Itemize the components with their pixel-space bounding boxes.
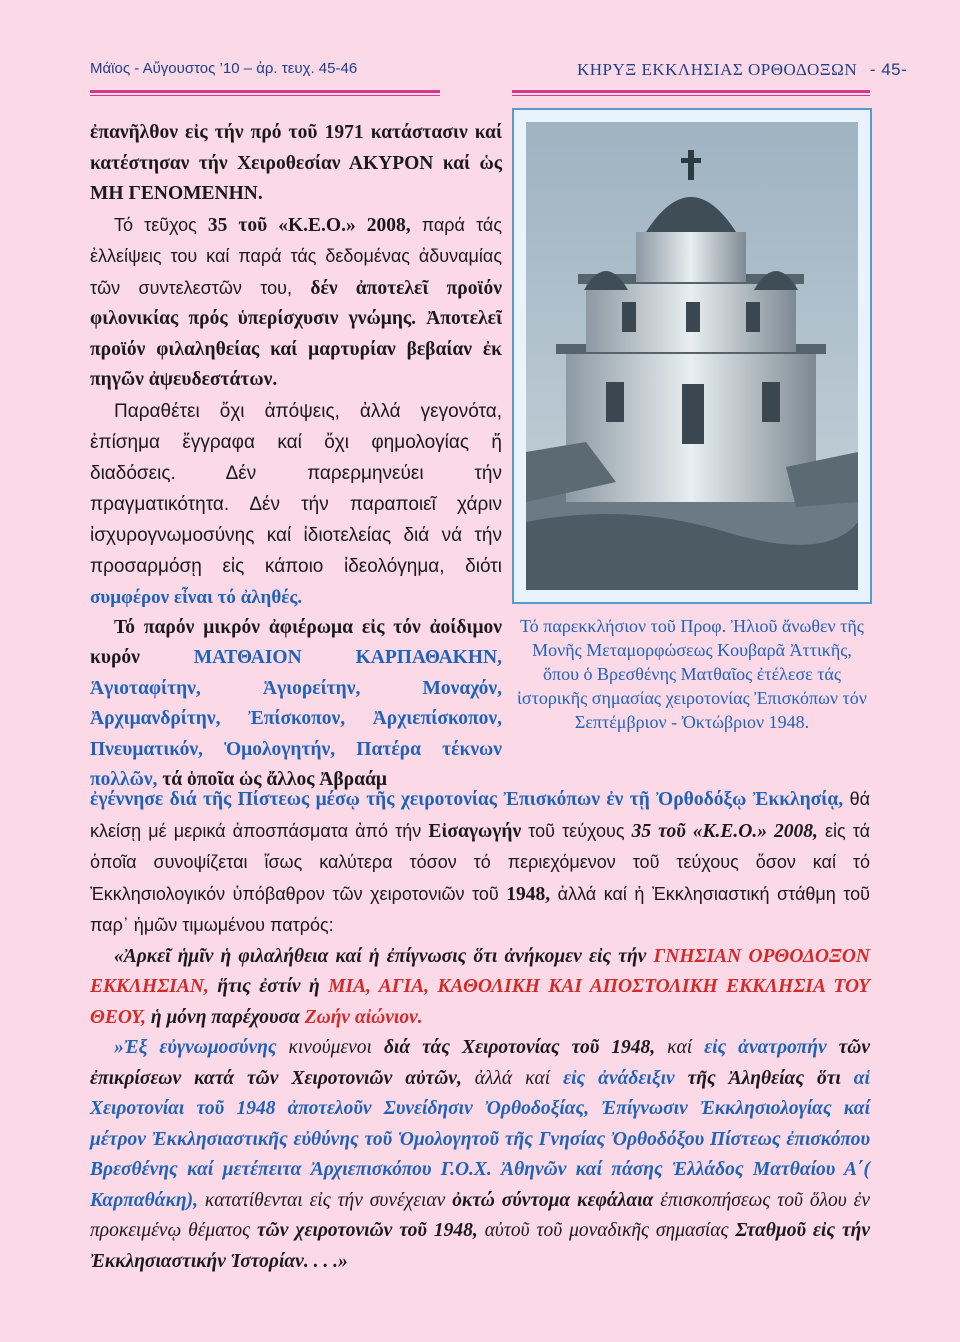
- header-issue-info: Μάϊος - Αὔγουστος ’10 – ἀρ. τευχ. 45-46: [90, 60, 358, 77]
- header-journal-title: [577, 60, 908, 80]
- header-rule-left-thin: [90, 95, 440, 96]
- paragraph-5: ἐγέννησε διά τῆς Πίστεως μέσῳ τῆς χειροτονίας Ἐπισκόπων ἐν τῇ Ὀρθοδόξῳ Ἐκκλησίᾳ, θά κλείσῃ μέ μερικά ἀποσπάσματα ἀπό τήν Εἰσαγωγήν τοῦ τεύχους 35 τοῦ «Κ.Ε.Ο.» 2008, εἰς τά ὁποῖα συνοψίζεται ἴσως καλύτερα τόσον τό περιεχόμενον τοῦ τεύχους ὅσον καί τό Ἐκκλησιολογικόν ὑπόβαθρον τῶν χειροτονιῶν τοῦ 1948, ἀλλά καί ἡ Ἐκκλησιαστική στάθμη τοῦ παρ᾽ ἡμῶν τιμωμένου πατρός:: [90, 789, 871, 935]
- header-rule-left: [90, 90, 440, 93]
- paragraph-3: Παραθέτει ὄχι ἀπόψεις, ἀλλά γεγονότα, ἐπίσημα ἔγγραφα καί ὄχι φημολογίας ἤ διαδόσεις. Δέν παρερμηνεύει τήν πραγματικότητα. Δέν τήν παραποιεῖ χάριν ἰσχυρογνωμοσύνης καί ἰδιοτελείας διά νά τήν προσαρμόσῃ εἰς κάποιο ἰδεολόγημα, διότι συμφέρον εἶναι τό ἀληθές.: [90, 400, 502, 608]
- chapel-photo: [526, 122, 858, 590]
- paragraph-4: Τό παρόν μικρόν ἀφιέρωμα εἰς τόν ἀοίδιμον κυρόν ΜΑΤΘΑΙΟΝ ΚΑΡΠΑΘΑΚΗΝ, Ἁγιοταφίτην, Ἁγιορείτην, Μοναχόν, Ἀρχιμανδρίτην, Ἐπίσκοπον, Ἀρχιεπίσκοπον, Πνευματικόν, Ὁμολογητήν, Πατέρα τέκνων πολλῶν, τά ὁποῖα ὡς ἄλλος Ἀβραάμ: [90, 616, 502, 790]
- page-number: - 45-: [869, 60, 908, 79]
- header-rule-right: [512, 90, 870, 93]
- photo-frame: [512, 108, 872, 604]
- chapel-image: [526, 122, 858, 590]
- header-rule-right-thin: [512, 95, 870, 96]
- quote-1: «Ἀρκεῖ ἡμῖν ἡ φιλαλήθεια καί ἡ ἐπίγνωσις ὅτι ἀνήκομεν εἰς τήν ΓΝΗΣΙΑΝ ΟΡΘΟΔΟΞΟΝ ΕΚΚΛΗΣΙΑΝ, ἥτις ἐστίν ἡ ΜΙΑ, ΑΓΙΑ, ΚΑΘΟΛΙΚΗ ΚΑΙ ΑΠΟΣΤΟΛΙΚΗ ΕΚΚΛΗΣΙΑ ΤΟΥ ΘΕΟΥ, ἡ μόνη παρέχουσα Ζωήν αἰώνιον.: [90, 945, 870, 1028]
- photo-caption: Τό παρεκκλήσιον τοῦ Προφ. Ἠλιοῦ ἄνωθεν τῆς Μονῆς Μεταμορφώσεως Κουβαρᾶ Ἀττικῆς, ὅπου ὁ Βρεσθένης Ματθαῖος ἐτέλεσε τάς ἱστορικῆς σημασίας χειροτονίας Ἐπισκόπων τόν Σεπτέμβριον - Ὀκτώβριον 1948.: [517, 616, 867, 732]
- paragraph-1: ἐπανῆλθον εἰς τήν πρό τοῦ 1971 κατάστασιν καί κατέστησαν τήν Χειροθεσίαν ΑΚΥΡΟΝ καί ὡς ΜΗ ΓΕΝΟΜΕΝΗΝ.: [90, 122, 502, 204]
- left-column-text: [90, 118, 502, 796]
- quote-2: »Ἐξ εὐγνωμοσύνης κινούμενοι διά τάς Χειροτονίας τοῦ 1948, καί εἰς ἀνατροπήν τῶν ἐπικρίσεων κατά τῶν Χειροτονιῶν αὐτῶν, ἀλλά καί εἰς ἀνάδειξιν τῆς Ἀληθείας ὅτι αἱ Χειροτονίαι τοῦ 1948 ἀποτελοῦν Συνείδησιν Ὀρθοδοξίας, Ἐπίγνωσιν Ἐκκλησιολογίας καί μέτρον Ἐκκλησιαστικῆς εὐθύνης τοῦ Ὁμολογητοῦ τῆς Γνησίας Ὀρθοδόξου Πίστεως ἐπισκόπου Βρεσθένης καί μετέπειτα Ἀρχιεπισκόπου Γ.Ο.Χ. Ἀθηνῶν καί πάσης Ἑλλάδος Ματθαίου Α΄( Καρπαθάκη), κατατίθενται εἰς τήν συνέχειαν ὀκτώ σύντομα κεφάλαια ἐπισκοπήσεως τοῦ ὅλου ἐν προκειμένῳ θέματος τῶν χειροτονιῶν τοῦ 1948, αὐτοῦ τοῦ μοναδικῆς σημασίας Σταθμοῦ εἰς τήν Ἐκκλησιαστικήν Ἱστορίαν. . . .»: [90, 1037, 871, 1272]
- paragraph-2: Τό τεῦχος 35 τοῦ «Κ.Ε.Ο.» 2008, παρά τάς ἐλλείψεις του καί παρά τάς δεδομένας ἀδυναμίας τῶν συντελεστῶν του, δέν ἀποτελεῖ προϊόν φιλονικίας πρός ὑπερίσχυσιν γνώμης. Ἀποτελεῖ προϊόν φιλαληθείας καί μαρτυρίαν βεβαίαν ἐκ πηγῶν ἀψευδεστάτων.: [90, 214, 503, 390]
- journal-name: ΚΗΡΥΞ ΕΚΚΛΗΣΙΑΣ ΟΡΘΟΔΟΞΩΝ: [577, 60, 858, 79]
- full-width-text: [90, 784, 870, 1277]
